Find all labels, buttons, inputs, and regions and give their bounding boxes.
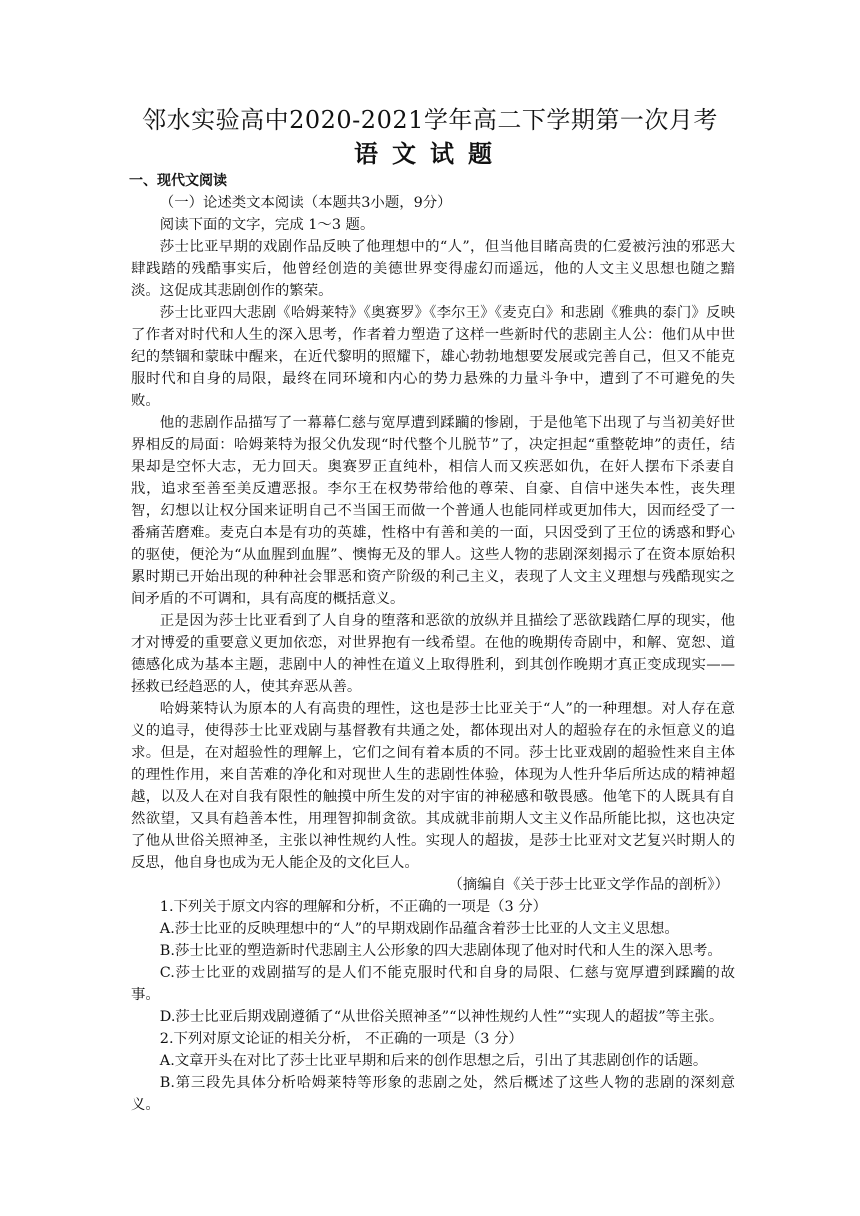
question-1-option-b: B.莎士比亚的塑造新时代悲剧主人公形象的四大悲剧体现了他对时代和人生的深入思考。 [159,943,722,959]
question-2-option-b: B.第三段先具体分析哈姆莱特等形象的悲剧之处，然后概述了这些人物的悲剧的深刻意义。 [131,1075,735,1113]
question-1-option-d: D.莎士比亚后期戏剧遵循了“从世俗关照神圣”“以神性规约人性”“实现人的超拔”等主张。 [159,1009,724,1025]
exam-subtitle: 语文试题 [354,139,506,168]
exam-body [131,170,735,1116]
passage-paragraph-3: 他的悲剧作品描写了一幕幕仁慈与宽厚遭到蹂躏的惨剧，于是他笔下出现了与当初美好世界相反的局面：哈姆莱特为报父仇发现“时代整个儿脱节”了，决定担起“重整乾坤”的责任，结果却是空怀大志，无力回天。奥赛罗正直纯朴，相信人而又疾恶如仇，在奸人摆布下杀妻自戕，追求至善至美反遭恶报。李尔王在权势带给他的尊荣、自豪、自信中迷失本性，丧失理智，幻想以让权分国来证明自己不当国王而做一个普通人也能同样或更加伟大，因而经受了一番痛苦磨难。麦克白本是有功的英雄，性格中有善和美的一面，只因受到了王位的诱惑和野心的驱使，便沦为“从血腥到血腥”、懊悔无及的罪人。这些人物的悲剧深刻揭示了在资本原始积累时期已开始出现的种种社会罪恶和资产阶级的利己主义，表现了人文主义理想与残酷现实之间矛盾的不可调和，具有高度的概括意义。 [131,415,735,607]
section-subheading: （一）论述类文本阅读（本题共3小题，9分） [159,195,452,211]
passage-paragraph-4: 正是因为莎士比亚看到了人自身的堕落和恶欲的放纵并且描绘了恶欲践踏仁厚的现实，他才对博爱的重要意义更加依恋，对世界抱有一线希望。在他的晚期传奇剧中，和解、宽恕、道德感化成为基本主题，悲剧中人的神性在道义上取得胜利，到其创作晚期才真正变成现实——拯救已经趋恶的人，使其弃恶从善。 [131,613,735,695]
passage-paragraph-1: 莎士比亚早期的戏剧作品反映了他理想中的“人”，但当他目睹高贵的仁爱被污浊的邪恶大肆践踏的残酷事实后，他曾经创造的美德世界变得虚幻而遥远，他的人文主义思想也随之黯淡。这促成其悲剧创作的繁荣。 [131,239,735,299]
exam-title: 邻水实验高中2020-2021学年高二下学期第一次月考 [142,106,718,134]
question-1-option-c: C.莎士比亚的戏剧描写的是人们不能克服时代和自身的局限、仁慈与宽厚遭到蹂躏的故事。 [131,965,735,1003]
reading-instruction: 阅读下面的文字，完成 1～3 题。 [159,217,375,233]
section-heading: 一、现代文阅读 [129,173,227,189]
passage-source: （摘编自《关于莎士比亚文学作品的剖析》） [448,877,729,893]
question-1-stem: 1.下列关于原文内容的理解和分析，不正确的一项是（3 分） [159,899,548,915]
question-2-option-a: A.文章开头在对比了莎士比亚早期和后来的创作思想之后，引出了其悲剧创作的话题。 [159,1053,708,1069]
passage-paragraph-2: 莎士比亚四大悲剧《哈姆莱特》《奥赛罗》《李尔王》《麦克白》和悲剧《雅典的泰门》反映了作者对时代和人生的深入思考，作者着力塑造了这样一些新时代的悲剧主人公：他们从中世纪的禁锢和蒙昧中醒来，在近代黎明的照耀下，雄心勃勃地想要发展或完善自己，但又不能克服时代和自身的局限，最终在同环境和内心的势力悬殊的力量斗争中，遭到了不可避免的失败。 [131,305,735,409]
question-1-option-a: A.莎士比亚的反映理想中的“人”的早期戏剧作品蕴含着莎士比亚的人文主义思想。 [159,921,679,937]
question-2-stem: 2.下列对原文论证的相关分析， 不正确的一项是（3 分） [159,1031,523,1047]
passage-paragraph-5: 哈姆莱特认为原本的人有高贵的理性，这也是莎士比亚关于“人”的一种理想。对人存在意义的追寻，使得莎士比亚戏剧与基督教有共通之处，都体现出对人的超验存在的永恒意义的追求。但是，在对超验性的理解上，它们之间有着本质的不同。莎士比亚戏剧的超验性来自主体的理性作用，来自苦难的净化和对现世人生的悲剧性体验，体现为人性升华后所达成的精神超越，以及人在对自我有限性的触摸中所生发的对宇宙的神秘感和敬畏感。他笔下的人既具有自然欲望，又具有趋善本性，用理智抑制贪欲。其成就非前期人文主义作品所能比拟，这也决定了他从世俗关照神圣，主张以神性规约人性。实现人的超拔，是莎士比亚对文艺复兴时期人的反思，他自身也成为无人能企及的文化巨人。 [131,701,735,871]
